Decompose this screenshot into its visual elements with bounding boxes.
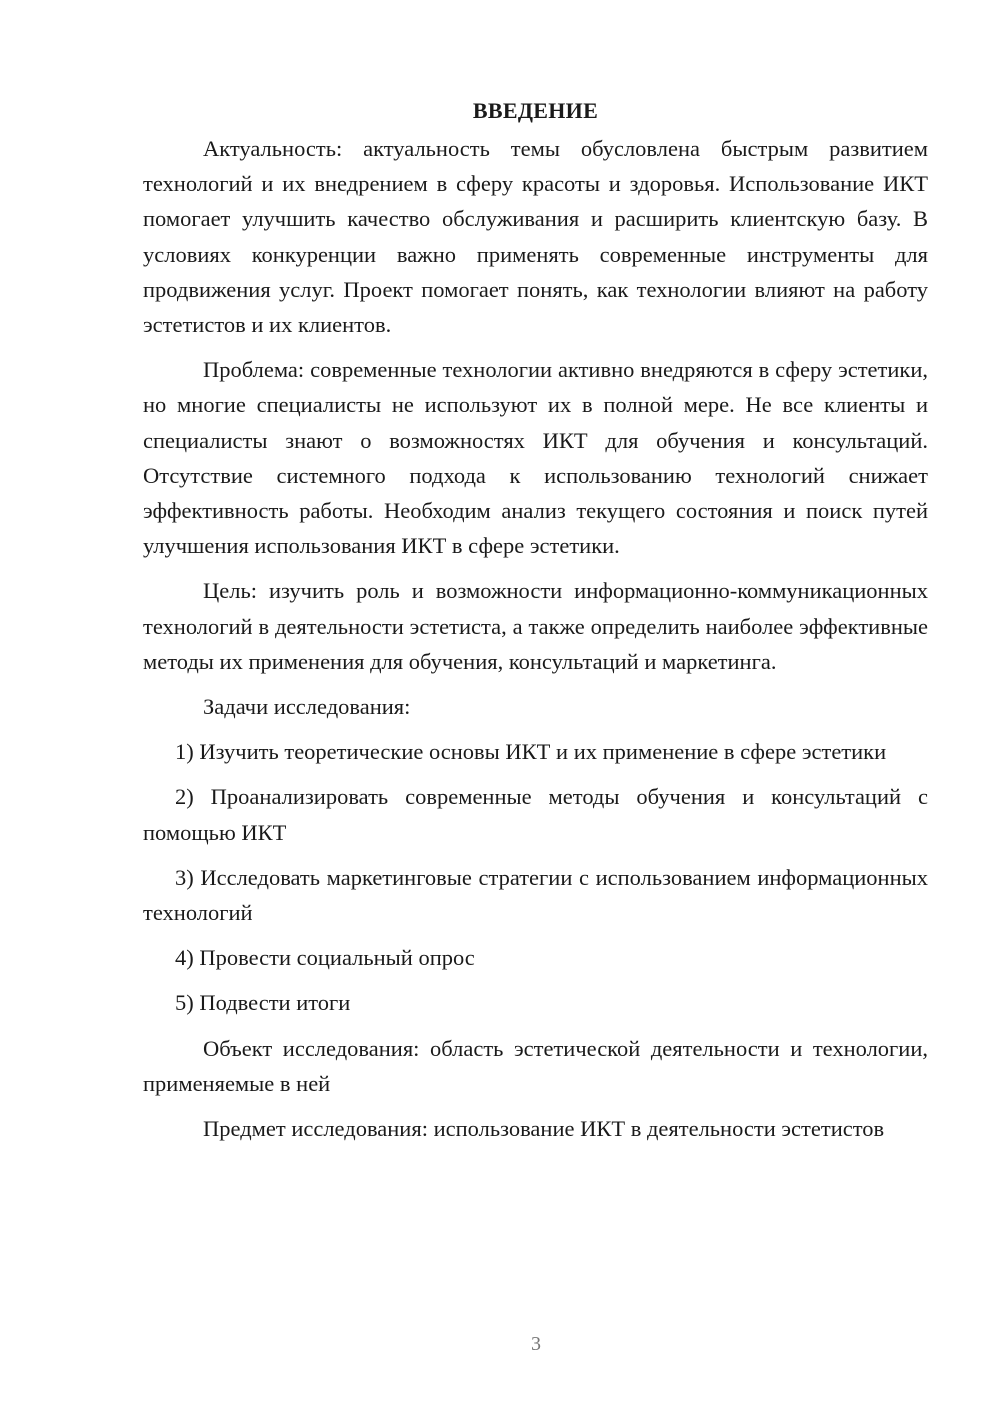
task-item: 3) Исследовать маркетинговые стратегии с использованием информационных технологий [143, 864, 928, 926]
paragraph-object: Объект исследования: область эстетической деятельности и технологии, применяемые в ней [143, 1035, 928, 1096]
paragraph-subject: Предмет исследования: использование ИКТ в деятельности эстетистов [203, 1116, 885, 1142]
task-item: 2) Проанализировать современные методы обучения и консультаций с помощью ИКТ [143, 784, 928, 845]
page-number: 3 [531, 1333, 541, 1355]
tasks-title: Задачи исследования: [203, 694, 411, 720]
paragraph-problem: Проблема: современные технологии активно внедряются в сферу эстетики, но многие специалисты не используют их в полной мере. Не все клиенты и специалисты знают о возможностях ИКТ для обучения и консультаций. Отсутствие системного подхода к использованию технологий снижает эффективность работы. Необходим анализ текущего состояния и поиск путей улучшения использования ИКТ в сфере эстетики. [143, 357, 928, 559]
paragraph-goal: Цель: изучить роль и возможности информационно-коммуникационных технологий в деятельности эстетиста, а также определить наиболее эффективные методы их применения для обучения, консультаций и маркетинга. [143, 578, 928, 674]
paragraph-relevance: Актуальность: актуальность темы обусловлена быстрым развитием технологий и их внедрением в сферу красоты и здоровья. Использование ИКТ помогает улучшить качество обслуживания и расширить клиентскую базу. В условиях конкуренции важно применять современные инструменты для продвижения услуг. Проект помогает понять, как технологии влияют на работу эстетистов и их клиентов. [143, 136, 928, 338]
section-heading: ВВЕДЕНИЕ [472, 98, 599, 123]
task-item: 1) Изучить теоретические основы ИКТ и их применение в сфере эстетики [175, 739, 887, 765]
task-item: 5) Подвести итоги [175, 990, 351, 1016]
task-item: 4) Провести социальный опрос [175, 945, 475, 971]
page-content [143, 96, 928, 1146]
